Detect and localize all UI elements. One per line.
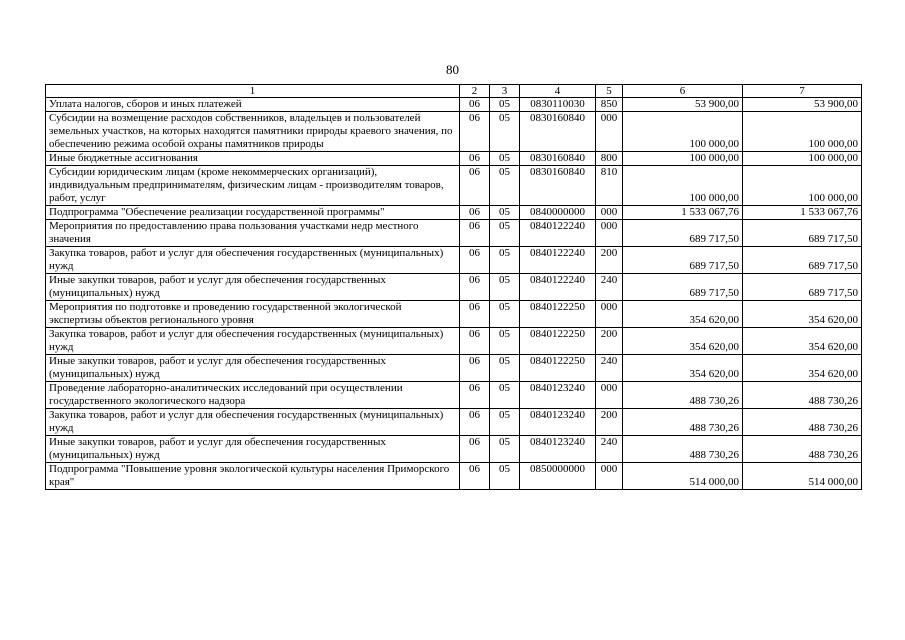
section-code: 06 [460, 112, 490, 152]
row-description: Уплата налогов, сборов и иных платежей [46, 98, 460, 112]
subsection-code: 05 [490, 328, 520, 355]
row-description: Закупка товаров, работ и услуг для обеспечения государственных (муниципальных) нужд [46, 328, 460, 355]
section-code: 06 [460, 166, 490, 206]
table-row [46, 463, 862, 490]
row-description: Иные закупки товаров, работ и услуг для обеспечения государственных (муниципальных) нужд [46, 355, 460, 382]
column-header-2: 2 [460, 85, 490, 98]
expense-type-code: 200 [596, 247, 623, 274]
expense-type-code: 000 [596, 112, 623, 152]
expense-type-code: 000 [596, 463, 623, 490]
table-row [46, 301, 862, 328]
amount-column-6: 53 900,00 [623, 98, 743, 112]
row-description: Мероприятия по предоставлению права пользования участками недр местного значения [46, 220, 460, 247]
target-article-code: 0840122240 [520, 274, 596, 301]
amount-column-6: 689 717,50 [623, 274, 743, 301]
target-article-code: 0840122250 [520, 301, 596, 328]
target-article-code: 0840122240 [520, 220, 596, 247]
target-article-code: 0840000000 [520, 206, 596, 220]
subsection-code: 05 [490, 247, 520, 274]
table-row [46, 98, 862, 112]
amount-column-7: 689 717,50 [743, 247, 862, 274]
row-description: Закупка товаров, работ и услуг для обеспечения государственных (муниципальных) нужд [46, 247, 460, 274]
amount-column-6: 689 717,50 [623, 247, 743, 274]
subsection-code: 05 [490, 206, 520, 220]
amount-column-6: 488 730,26 [623, 409, 743, 436]
expense-type-code: 800 [596, 152, 623, 166]
section-code: 06 [460, 355, 490, 382]
budget-table [45, 84, 862, 490]
target-article-code: 0840123240 [520, 382, 596, 409]
amount-column-6: 100 000,00 [623, 112, 743, 152]
section-code: 06 [460, 247, 490, 274]
amount-column-7: 53 900,00 [743, 98, 862, 112]
amount-column-6: 689 717,50 [623, 220, 743, 247]
subsection-code: 05 [490, 220, 520, 247]
amount-column-6: 354 620,00 [623, 355, 743, 382]
target-article-code: 0840123240 [520, 436, 596, 463]
expense-type-code: 200 [596, 328, 623, 355]
expense-type-code: 240 [596, 274, 623, 301]
amount-column-6: 100 000,00 [623, 166, 743, 206]
amount-column-6: 100 000,00 [623, 152, 743, 166]
target-article-code: 0850000000 [520, 463, 596, 490]
subsection-code: 05 [490, 382, 520, 409]
amount-column-7: 354 620,00 [743, 301, 862, 328]
table-row [46, 328, 862, 355]
row-description: Иные закупки товаров, работ и услуг для обеспечения государственных (муниципальных) нужд [46, 274, 460, 301]
column-header-6: 6 [623, 85, 743, 98]
target-article-code: 0840122250 [520, 355, 596, 382]
section-code: 06 [460, 463, 490, 490]
expense-type-code: 200 [596, 409, 623, 436]
row-description: Субсидии юридическим лицам (кроме некоммерческих организаций), индивидуальным предпринимателям, физическим лицам - производителям товаров, работ, услуг [46, 166, 460, 206]
amount-column-6: 354 620,00 [623, 301, 743, 328]
amount-column-6: 354 620,00 [623, 328, 743, 355]
row-description: Закупка товаров, работ и услуг для обеспечения государственных (муниципальных) нужд [46, 409, 460, 436]
expense-type-code: 000 [596, 206, 623, 220]
amount-column-7: 488 730,26 [743, 382, 862, 409]
subsection-code: 05 [490, 436, 520, 463]
row-description: Мероприятия по подготовке и проведению государственной экологической экспертизы объектов регионального уровня [46, 301, 460, 328]
amount-column-7: 100 000,00 [743, 166, 862, 206]
table-row [46, 355, 862, 382]
target-article-code: 0840122240 [520, 247, 596, 274]
subsection-code: 05 [490, 355, 520, 382]
amount-column-7: 354 620,00 [743, 328, 862, 355]
expense-type-code: 850 [596, 98, 623, 112]
column-header-1: 1 [46, 85, 460, 98]
target-article-code: 0840123240 [520, 409, 596, 436]
amount-column-7: 689 717,50 [743, 274, 862, 301]
expense-type-code: 000 [596, 382, 623, 409]
table-row [46, 382, 862, 409]
table-row [46, 220, 862, 247]
row-description: Подпрограмма "Обеспечение реализации государственной программы" [46, 206, 460, 220]
target-article-code: 0830160840 [520, 152, 596, 166]
row-description: Проведение лабораторно-аналитических исследований при осуществлении государственного экологического надзора [46, 382, 460, 409]
target-article-code: 0840122250 [520, 328, 596, 355]
expense-type-code: 000 [596, 301, 623, 328]
row-description: Иные закупки товаров, работ и услуг для обеспечения государственных (муниципальных) нужд [46, 436, 460, 463]
table-row [46, 436, 862, 463]
expense-type-code: 240 [596, 355, 623, 382]
column-header-7: 7 [743, 85, 862, 98]
table-row [46, 166, 862, 206]
column-header-5: 5 [596, 85, 623, 98]
table-header [46, 85, 862, 98]
row-description: Подпрограмма "Повышение уровня экологической культуры населения Приморского края" [46, 463, 460, 490]
row-description: Субсидии на возмещение расходов собственников, владельцев и пользователей земельных участков, на которых находятся памятники природы краевого значения, по обеспечению режима особой охраны памятников природы [46, 112, 460, 152]
subsection-code: 05 [490, 98, 520, 112]
section-code: 06 [460, 98, 490, 112]
column-header-4: 4 [520, 85, 596, 98]
subsection-code: 05 [490, 301, 520, 328]
amount-column-7: 488 730,26 [743, 436, 862, 463]
header-row [46, 85, 862, 98]
table-row [46, 112, 862, 152]
subsection-code: 05 [490, 152, 520, 166]
subsection-code: 05 [490, 112, 520, 152]
section-code: 06 [460, 328, 490, 355]
section-code: 06 [460, 220, 490, 247]
amount-column-6: 1 533 067,76 [623, 206, 743, 220]
section-code: 06 [460, 382, 490, 409]
amount-column-7: 1 533 067,76 [743, 206, 862, 220]
section-code: 06 [460, 206, 490, 220]
section-code: 06 [460, 152, 490, 166]
target-article-code: 0830160840 [520, 112, 596, 152]
table-row [46, 206, 862, 220]
subsection-code: 05 [490, 166, 520, 206]
section-code: 06 [460, 436, 490, 463]
table-body [46, 98, 862, 490]
section-code: 06 [460, 301, 490, 328]
amount-column-7: 100 000,00 [743, 112, 862, 152]
amount-column-6: 514 000,00 [623, 463, 743, 490]
amount-column-7: 354 620,00 [743, 355, 862, 382]
section-code: 06 [460, 409, 490, 436]
amount-column-7: 514 000,00 [743, 463, 862, 490]
page-number: 80 [446, 62, 459, 77]
amount-column-7: 100 000,00 [743, 152, 862, 166]
expense-type-code: 810 [596, 166, 623, 206]
table-row [46, 247, 862, 274]
amount-column-7: 488 730,26 [743, 409, 862, 436]
expense-type-code: 240 [596, 436, 623, 463]
amount-column-6: 488 730,26 [623, 382, 743, 409]
table-row [46, 409, 862, 436]
row-description: Иные бюджетные ассигнования [46, 152, 460, 166]
subsection-code: 05 [490, 274, 520, 301]
subsection-code: 05 [490, 409, 520, 436]
target-article-code: 0830110030 [520, 98, 596, 112]
amount-column-7: 689 717,50 [743, 220, 862, 247]
expense-type-code: 000 [596, 220, 623, 247]
table-row [46, 274, 862, 301]
amount-column-6: 488 730,26 [623, 436, 743, 463]
target-article-code: 0830160840 [520, 166, 596, 206]
subsection-code: 05 [490, 463, 520, 490]
column-header-3: 3 [490, 85, 520, 98]
table-row [46, 152, 862, 166]
section-code: 06 [460, 274, 490, 301]
